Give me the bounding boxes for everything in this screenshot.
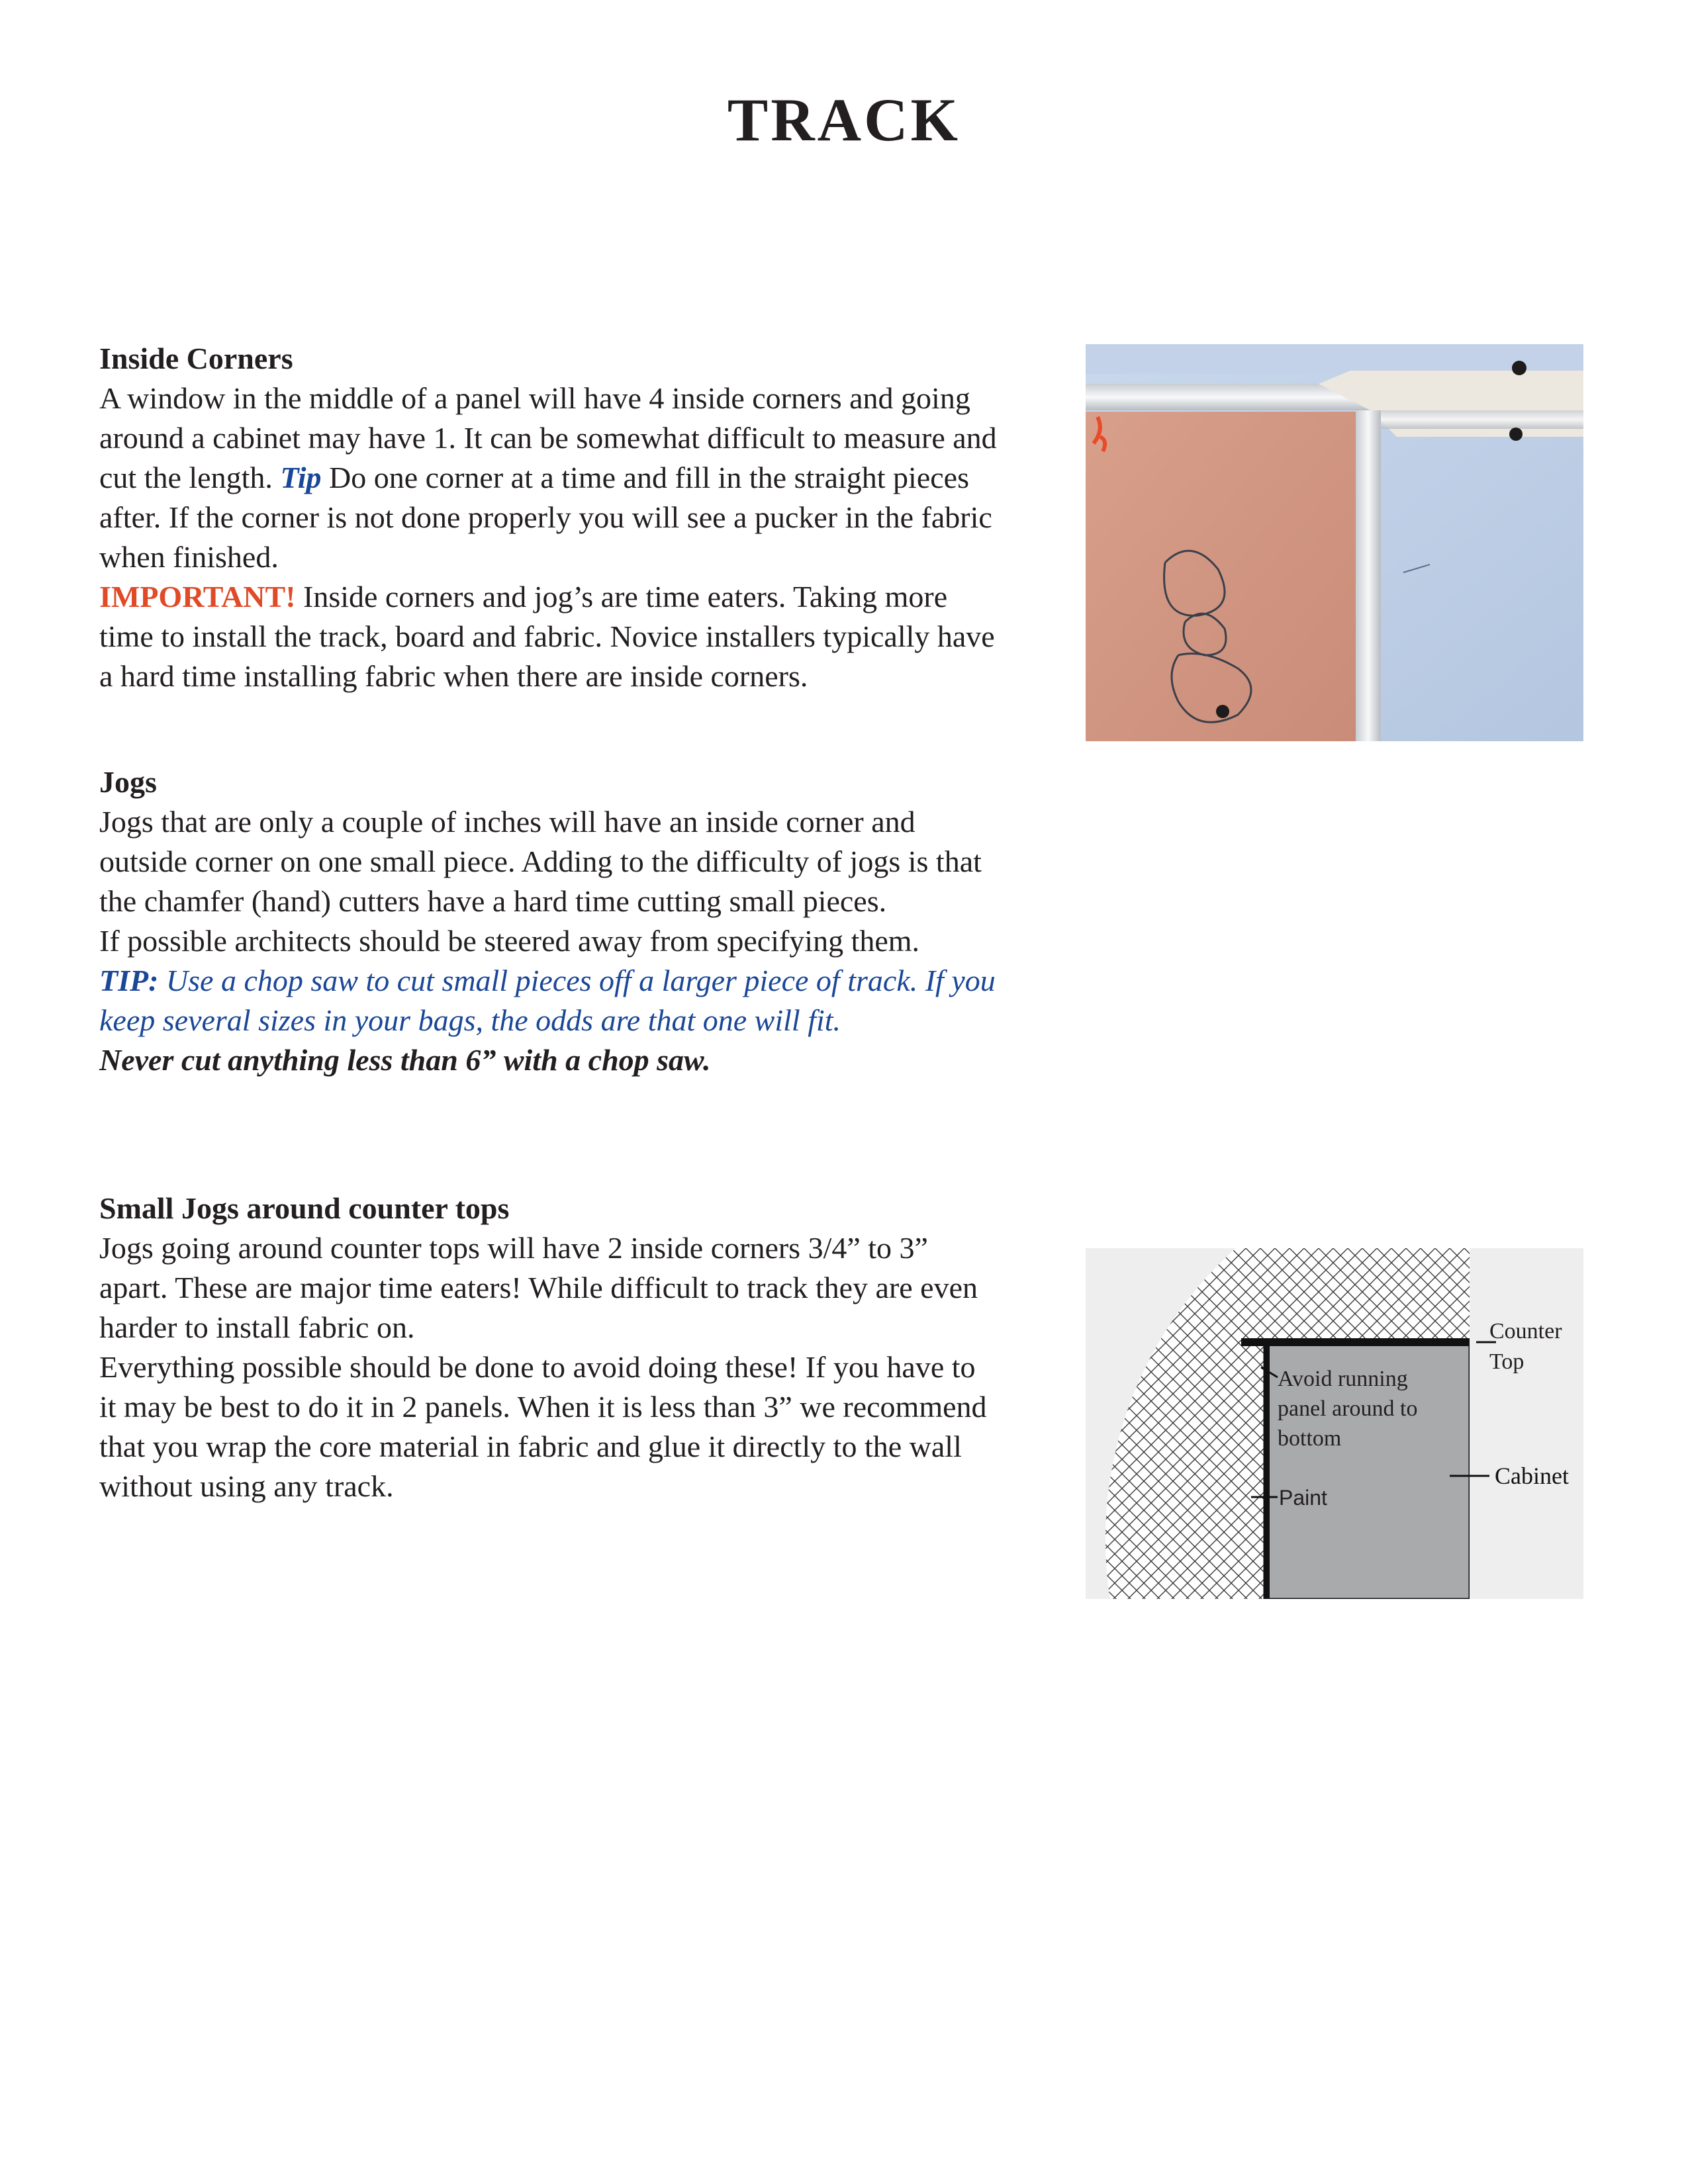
small-jogs-section (99, 1189, 1092, 1506)
inside-corners-important-line (99, 577, 1092, 617)
text-run: cut the length. (99, 461, 281, 494)
text-run: Do one corner at a time and fill in the straight pieces (321, 461, 969, 494)
important-label: IMPORTANT! (99, 580, 296, 614)
small-jogs-heading: Small Jogs around counter tops (99, 1191, 510, 1225)
jogs-line: Jogs that are only a couple of inches will have an inside corner and (99, 805, 915, 839)
inside-corner-track-photo (1086, 344, 1583, 741)
small-jogs-line: Everything possible should be done to avoid doing these! If you have to (99, 1350, 976, 1384)
top-label: Top (1489, 1349, 1524, 1374)
inside-corners-line: when finished. (99, 540, 279, 574)
text-run: Inside corners and jog’s are time eaters. Taking more (295, 580, 948, 614)
inside-corners-line: after. If the corner is not done properly you will see a pucker in the fabric (99, 500, 992, 534)
counter-label: Counter (1489, 1319, 1562, 1343)
jogs-section (99, 762, 1092, 1080)
jogs-tip-line: keep several sizes in your bags, the odds are that one will fit. (99, 1003, 841, 1037)
inside-corners-line: a hard time installing fabric when there are inside corners. (99, 659, 808, 693)
text-run: Use a chop saw to cut small pieces off a larger piece of track. If you (158, 964, 996, 997)
inside-corners-heading: Inside Corners (99, 341, 293, 375)
jogs-warning-line: Never cut anything less than 6” with a chop saw. (99, 1043, 711, 1077)
inside-corners-line: time to install the track, board and fabric. Novice installers typically have (99, 619, 995, 653)
jogs-tip-line (99, 961, 1092, 1001)
tip-label: Tip (280, 461, 322, 494)
inside-corners-line: A window in the middle of a panel will have 4 inside corners and going (99, 381, 970, 415)
small-jogs-line: it may be best to do it in 2 panels. When it is less than 3” we recommend (99, 1390, 987, 1424)
small-jogs-line: harder to install fabric on. (99, 1310, 415, 1344)
jogs-heading: Jogs (99, 765, 157, 799)
tip-label: TIP: (99, 964, 159, 997)
jogs-line: outside corner on one small piece. Adding to the difficulty of jogs is that (99, 844, 982, 878)
avoid-label: bottom (1278, 1426, 1342, 1451)
inside-corners-section (99, 339, 1092, 696)
small-jogs-line: without using any track. (99, 1469, 394, 1503)
jogs-line: If possible architects should be steered away from specifying them. (99, 924, 920, 958)
inside-corners-tip-line (99, 458, 1092, 498)
paint-label: Paint (1279, 1486, 1327, 1510)
avoid-label: Avoid running (1278, 1367, 1408, 1391)
avoid-label: panel around to (1278, 1396, 1418, 1421)
small-jogs-line: that you wrap the core material in fabric and glue it directly to the wall (99, 1430, 962, 1463)
inside-corners-line: around a cabinet may have 1. It can be somewhat difficult to measure and (99, 421, 997, 455)
counter-top-jog-diagram (1086, 1248, 1583, 1599)
jogs-line: the chamfer (hand) cutters have a hard time cutting small pieces. (99, 884, 887, 918)
small-jogs-line: Jogs going around counter tops will have 2 inside corners 3/4” to 3” (99, 1231, 928, 1265)
page-title: TRACK (727, 86, 961, 154)
small-jogs-line: apart. These are major time eaters! While difficult to track they are even (99, 1271, 978, 1304)
cabinet-label: Cabinet (1495, 1463, 1569, 1489)
